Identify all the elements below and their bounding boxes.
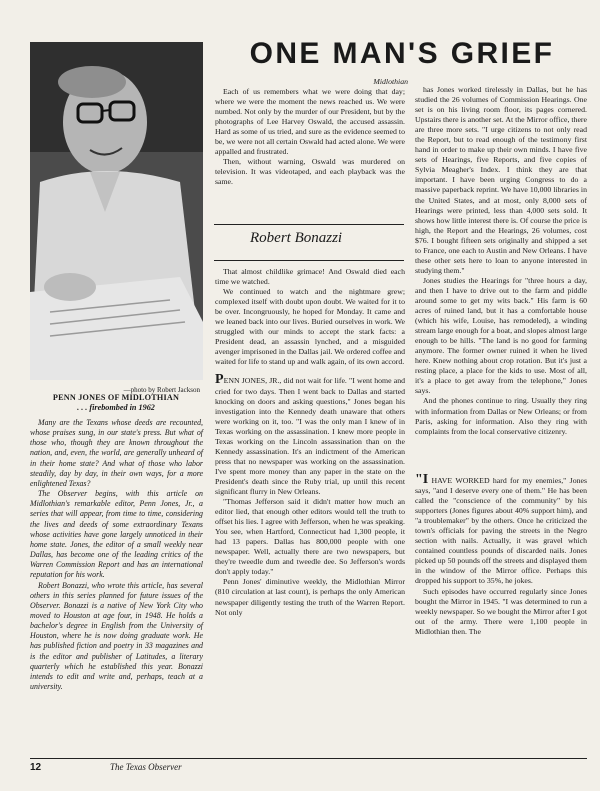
dateline: Midlothian — [373, 77, 408, 86]
body-paragraph: Penn Jones' diminutive weekly, the Midlothian Mirror (810 circulation at last count), is perhaps the only American newspaper diligently testing the truth of the Warren Report. Not only — [215, 577, 405, 617]
body-paragraph: Jones studies the Hearings for "three hours a day, and then I have to drive out to the farm and piddle around some to get my wits back." His farm is 60 acres of ruined land, but it has a comfortable house (which his wife, Louise, has remodeled), a winding stream large enough for a boat, and slopes almost large enough to be hills. "The land is no good for farming anymore. The former owner ruined it when he lived here. Knew nothing about crop rotation. But it's just a resting place, a place for the kids to use. Most of all, it's a place to get away from the telephone," Jones says. — [415, 275, 587, 396]
body-paragraph: has Jones worked tirelessly in Dallas, but he has studied the 26 volumes of Commission Hearings. One set is on his living room floor, its pages cornered. Upstairs there is another set. At the Mirror office, there are three more sets. "I urge citizens to not only read the Report, but to read enough of the testimony first hand in order to make up their own minds. I have five sets of Hearings, five Reports, and five copies of Sylvia Meagher's Index. I think they are that important. I have been urging Congress to do a massive paperback reprint. We have 10,000 libraries in the United States, and at most, only 8,000 sets of Hearings were printed, less than 4,000 sets sold. It shows how little interest there is. Of course the price is high, the Report and the Hearings, 26 volumes, cost $76. I bought fifteen sets originally and shipped a set to France, one each to Austin and New Orleans. I have these other sets here to loan to anyone interested in studying them." — [415, 85, 587, 275]
column-two-bottom — [215, 267, 405, 618]
page-number: 12 — [30, 762, 42, 773]
dropcap-text: HAVE WORKED hard for my enemies," Jones says, "and I deserve every one of them." He has been called the "conscience of the community" by his supporters (Jones figures about 40% support him), and "a troublemaker" by the others. Once he criticized the town's officials for paving the streets in the Negro section with nails. Actually, it was gravel which contained countless pounds of discarded nails. Jones picked up 50 pounds off the streets and displayed them in the window of the Mirror office. Perhaps this dropped his support to 35%, he jokes. — [415, 476, 587, 586]
body-paragraph: And the phones continue to ring. Usually they ring with information from Dallas or New Orleans; or from Paris, asking for information. Also they ring with complaints from the local conservative citizenry. — [415, 396, 587, 436]
photo-credit: —photo by Robert Jackson — [123, 386, 200, 394]
intro-paragraph: The Observer begins, with this article on Midlothian's remarkable editor, Penn Jones, Jr., a series that will appear, from time to time, considering the lives and deeds of some extraordinary Texans whose activities have gone largely unnoticed in their home state. Jones, the editor of a small weekly near Dallas, has become one of the leading critics of the Warren Commission Report and has an international reputation for his work. — [30, 489, 203, 580]
dropcap-text: ENN JONES, JR., did not wait for life. "I went home and cried for two days. Then I went back to Dallas and started knocking on doors and asking questions," Jones began his investigation into the Kennedy death unaware that others were working on it, too. "I was the only man I knew of in Texas working on the assassination. I knew more people in Texas working on the Lincoln assassination than on the Kennedy assassination. It's an indictment of the American press that no newspaper was working on the assassination. I've spent more money than any paper in the state on the President's death since the Ruby trial, up until this recent significant flurry in New Orleans. — [215, 376, 405, 496]
portrait-illustration — [30, 42, 203, 380]
body-paragraph: Such episodes have occurred regularly since Jones bought the Mirror in 1945. "I was determined to run a weekly newspaper. So we bought the Mirror after I got out of the army. There were 1,100 people in Midlothian then. The — [415, 586, 587, 636]
body-paragraph: "Thomas Jefferson said it didn't matter how much an editor lied, that enough other editors would tell the truth to offset his lies. I agree with Jefferson, when he was speaking. You see, when Hartford, Connecticut had 1,300 people, it had 13 papers. Dallas has 800,000 people with one newspaper. Well, actually there are two newspapers, but they're tweedle dum and tweedle dee. So Jefferson's words don't apply today." — [215, 497, 405, 577]
publication-name: The Texas Observer — [110, 762, 182, 772]
dropcap-letter: "I — [415, 472, 429, 487]
column-two-top — [215, 87, 405, 187]
column-three-top — [415, 85, 587, 437]
portrait-photo — [30, 42, 203, 380]
column-three-bottom — [415, 467, 587, 637]
dropcap-letter: P — [215, 372, 224, 388]
photo-caption-subtitle: . . . firebombed in 1962 — [77, 403, 155, 412]
photo-caption-name: PENN JONES OF MIDLOTHIAN — [52, 393, 180, 402]
author-byline: Robert Bonazzi — [250, 230, 343, 246]
dropcap-paragraph — [415, 472, 587, 587]
footer-divider — [30, 758, 587, 759]
intro-paragraph: Robert Bonazzi, who wrote this article, has several others in this series planned for future issues of the Observer. Bonazzi is a native of New York City who moved to Houston at age four, in 1948. He holds a bachelor's degree in English from the University of Houston, where he is now doing graduate work. He has published fiction and poetry in 33 magazines and is the editor and publisher of Latitudes, a literary quarterly which he established this year. Bonazzi intends to edit and write and, perhaps, teach at a university. — [30, 580, 203, 692]
intro-paragraph: Many are the Texans whose deeds are recounted, whose praises sung, in our state's press. But what of those who, though they are known throughout the nation, and, even, the world, are generally unheard of in their home state? And what of those who labor steadily, day by day, in their own ways, for a more enlightened Texas? — [30, 418, 203, 488]
body-paragraph: We continued to watch and the nightmare grew; complexed itself with doubt upon doubt. We waited for it to be over. Incongruously, he hoped for Monday. It came and we leaned back into our lives. Buried ourselves in work. We struggled with our minds to accept the stark facts: a President dead, an assassin lynched, and a misguided avenger imprisoned in the Dallas jail. We ordered coffee and waited for life to stand up and walk again, of its own accord. — [215, 287, 405, 367]
body-paragraph: That almost childlike grimace! And Oswald died each time we watched. — [215, 267, 405, 287]
editor-intro — [30, 418, 203, 692]
body-paragraph: Then, without warning, Oswald was murdered on television. It was videotaped, and each playback was the same. — [215, 157, 405, 187]
article-headline: ONE MAN'S GRIEF — [249, 37, 555, 70]
dropcap-paragraph — [215, 372, 405, 497]
body-paragraph: Each of us remembers what we were doing that day; where we were the moment the news reached us. We were numbed. Not only by the murder of our President, but by the photographs of Lee Harvey Oswald, the accused assassin. Hard as some of us tried, and sure as the evidence seemed to be, we were not all certain Oswald had acted alone. We were appalled and frustrated. — [215, 87, 405, 157]
